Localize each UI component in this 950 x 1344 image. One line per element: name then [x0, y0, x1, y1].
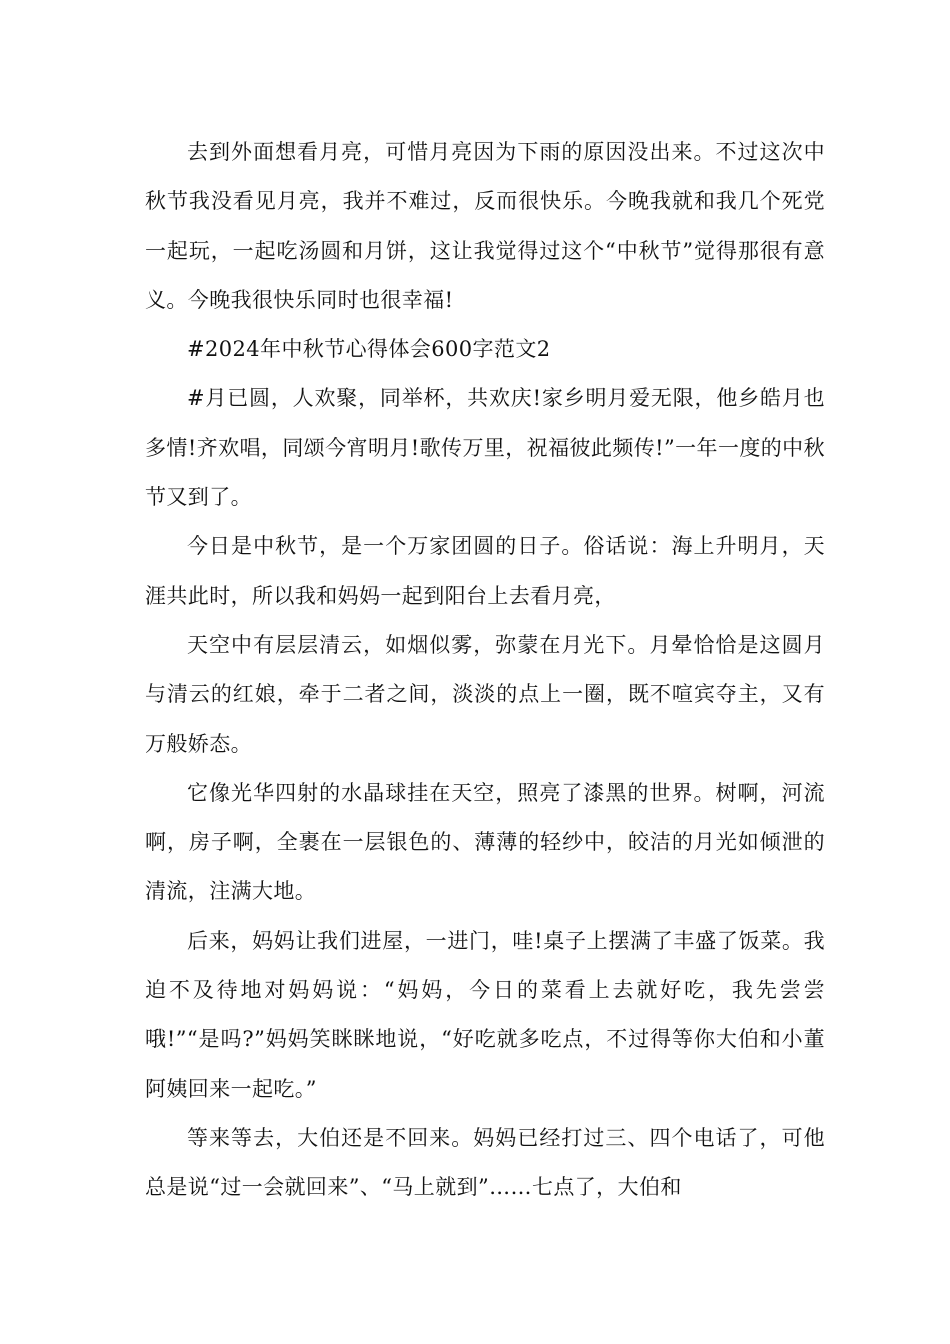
paragraph-6: 后来，妈妈让我们进屋，一进门，哇!桌子上摆满了丰盛了饭菜。我迫不及待地对妈妈说：“妈妈，今日的菜看上去就好吃，我先尝尝哦!”“是吗?”妈妈笑眯眯地说，“好吃就多吃点，不过得等你大伯和小董阿姨回来一起吃。”	[145, 928, 825, 1101]
paragraph-4: 天空中有层层清云，如烟似雾，弥蒙在月光下。月晕恰恰是这圆月与清云的红娘，牵于二者之间，淡淡的点上一圈，既不喧宾夺主，又有万般娇态。	[145, 632, 825, 756]
document-body	[145, 128, 825, 1213]
section-heading: #2024年中秋节心得体会600字范文2	[187, 337, 551, 362]
paragraph-7: 等来等去，大伯还是不回来。妈妈已经打过三、四个电话了，可他总是说“过一会就回来”、“马上就到”……七点了，大伯和	[145, 1125, 825, 1200]
paragraph-1: 去到外面想看月亮，可惜月亮因为下雨的原因没出来。不过这次中秋节我没看见月亮，我并不难过，反而很快乐。今晚我就和我几个死党一起玩，一起吃汤圆和月饼，这让我觉得过这个“中秋节”觉得那很有意义。今晚我很快乐同时也很幸福!	[145, 140, 825, 312]
paragraph-3: 今日是中秋节，是一个万家团圆的日子。俗话说：海上升明月，天涯共此时，所以我和妈妈一起到阳台上去看月亮，	[145, 534, 825, 608]
paragraph-5: 它像光华四射的水晶球挂在天空，照亮了漆黑的世界。树啊，河流啊，房子啊，全裹在一层银色的、薄薄的轻纱中，皎洁的月光如倾泄的清流，注满大地。	[145, 780, 825, 904]
paragraph-2: #月已圆，人欢聚，同举杯，共欢庆!家乡明月爱无限，他乡皓月也多情!齐欢唱，同颂今宵明月!歌传万里，祝福彼此频传!”一年一度的中秋节又到了。	[145, 386, 825, 510]
